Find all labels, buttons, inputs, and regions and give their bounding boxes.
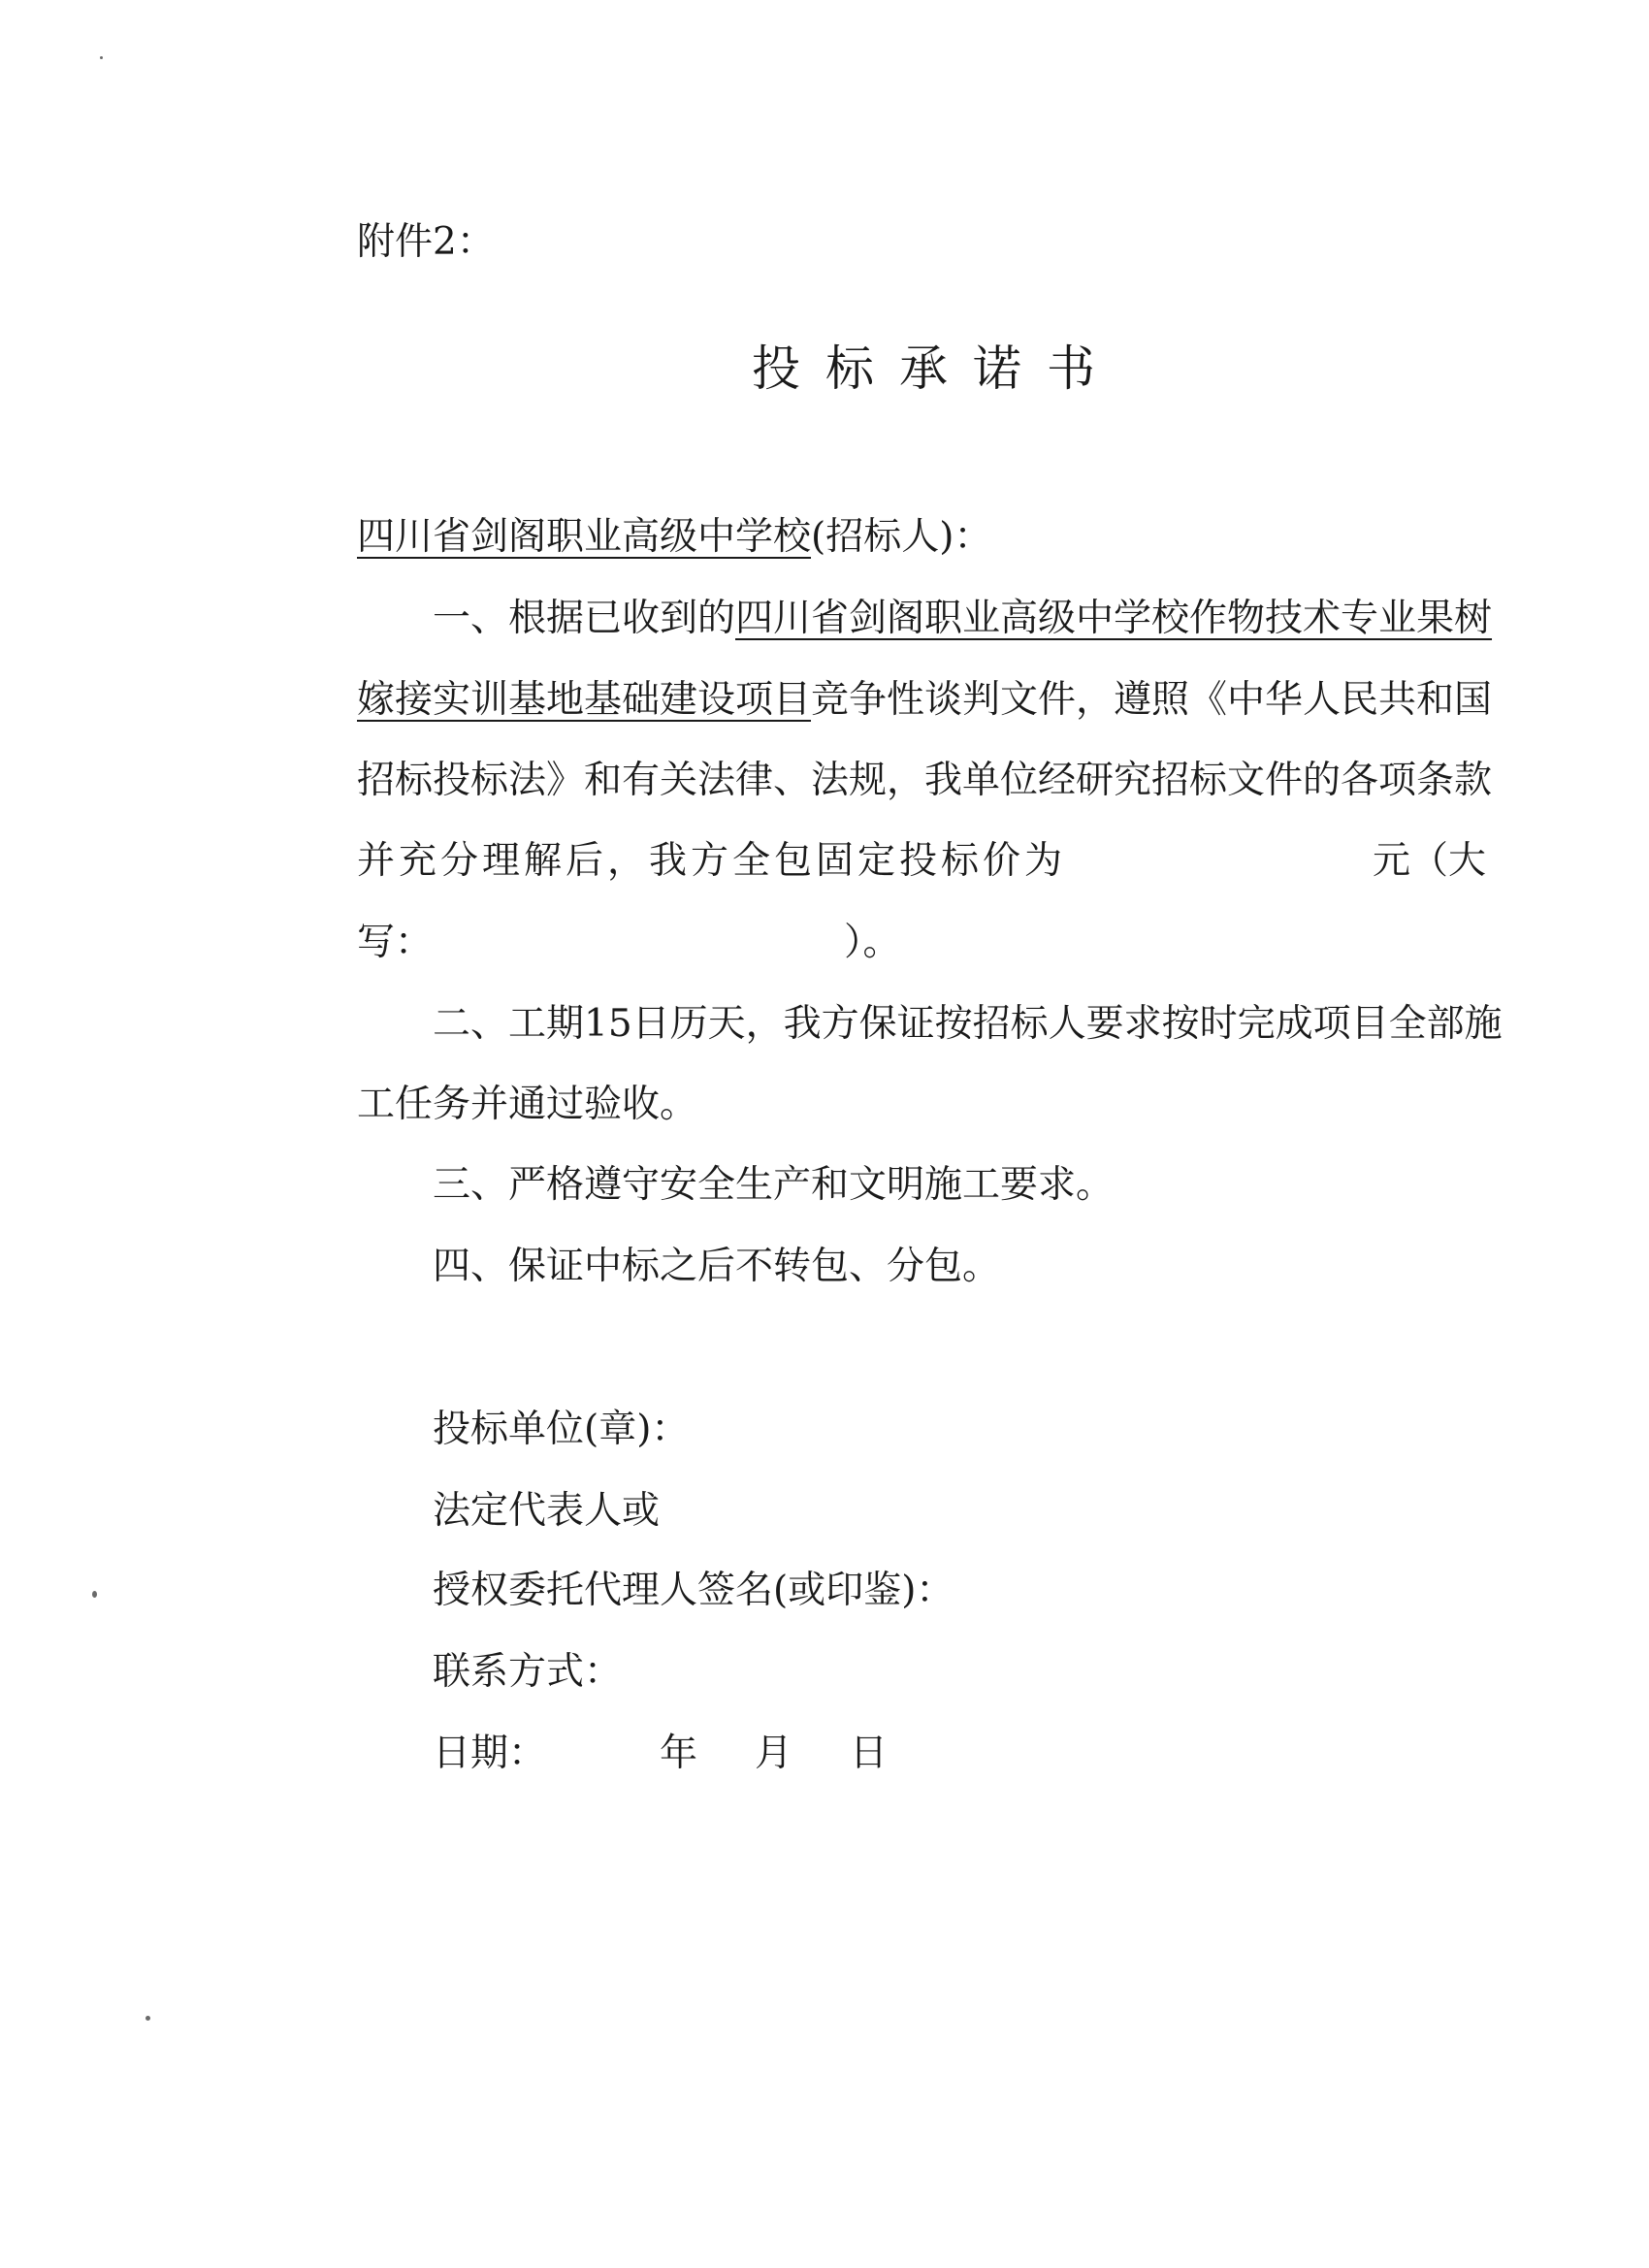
date-day: 日 bbox=[850, 1732, 889, 1775]
clause1-line2 bbox=[357, 678, 1493, 722]
clause4: 四、保证中标之后不转包、分包。 bbox=[433, 1245, 1001, 1288]
date-year: 年 bbox=[660, 1732, 698, 1775]
date-month: 月 bbox=[755, 1732, 793, 1775]
legal-rep-label: 法定代表人或 bbox=[433, 1489, 661, 1533]
project-name-part1: 四川省剑阁职业高级中学校作物技术专业果树 bbox=[735, 597, 1493, 640]
clause1-line1 bbox=[433, 597, 1493, 640]
addressee-name: 四川省剑阁职业高级中学校 bbox=[357, 515, 812, 559]
bidder-seal-label: 投标单位(章)： bbox=[433, 1408, 690, 1451]
scan-speck bbox=[92, 1591, 97, 1598]
addressee-line bbox=[357, 515, 992, 559]
clause1-prefix: 一、根据已收到的 bbox=[433, 597, 736, 640]
clause3: 三、严格遵守安全生产和文明施工要求。 bbox=[433, 1163, 1115, 1207]
clause1-line5-right: ）。 bbox=[844, 921, 901, 964]
clause2-line2: 工任务并通过验收。 bbox=[357, 1083, 698, 1126]
scan-speck bbox=[100, 56, 103, 59]
date-label: 日期： bbox=[433, 1732, 547, 1775]
clause1-line4-left: 并充分理解后，我方全包固定投标价为 bbox=[357, 839, 1067, 883]
attachment-label: 附件2： bbox=[357, 220, 495, 264]
addressee-suffix: (招标人)： bbox=[811, 515, 992, 559]
scan-speck bbox=[146, 2016, 150, 2021]
clause1-line5-left: 写： bbox=[357, 921, 434, 964]
project-name-part2: 嫁接实训基地基础建设项目 bbox=[357, 678, 812, 722]
document-title: 投标承诺书 bbox=[752, 340, 1120, 397]
clause1-line2-rest: 竞争性谈判文件，遵照《中华人民共和国 bbox=[811, 678, 1493, 722]
clause1-line4-right: 元（大 bbox=[1373, 839, 1487, 883]
clause1-line3: 招标投标法》和有关法律、法规，我单位经研究招标文件的各项条款 bbox=[357, 759, 1493, 802]
contact-label: 联系方式： bbox=[433, 1650, 623, 1694]
clause2-line1: 二、工期15日历天，我方保证按招标人要求按时完成项目全部施 bbox=[433, 1002, 1503, 1046]
agent-signature-label: 授权委托代理人签名(或印鉴)： bbox=[433, 1569, 954, 1612]
